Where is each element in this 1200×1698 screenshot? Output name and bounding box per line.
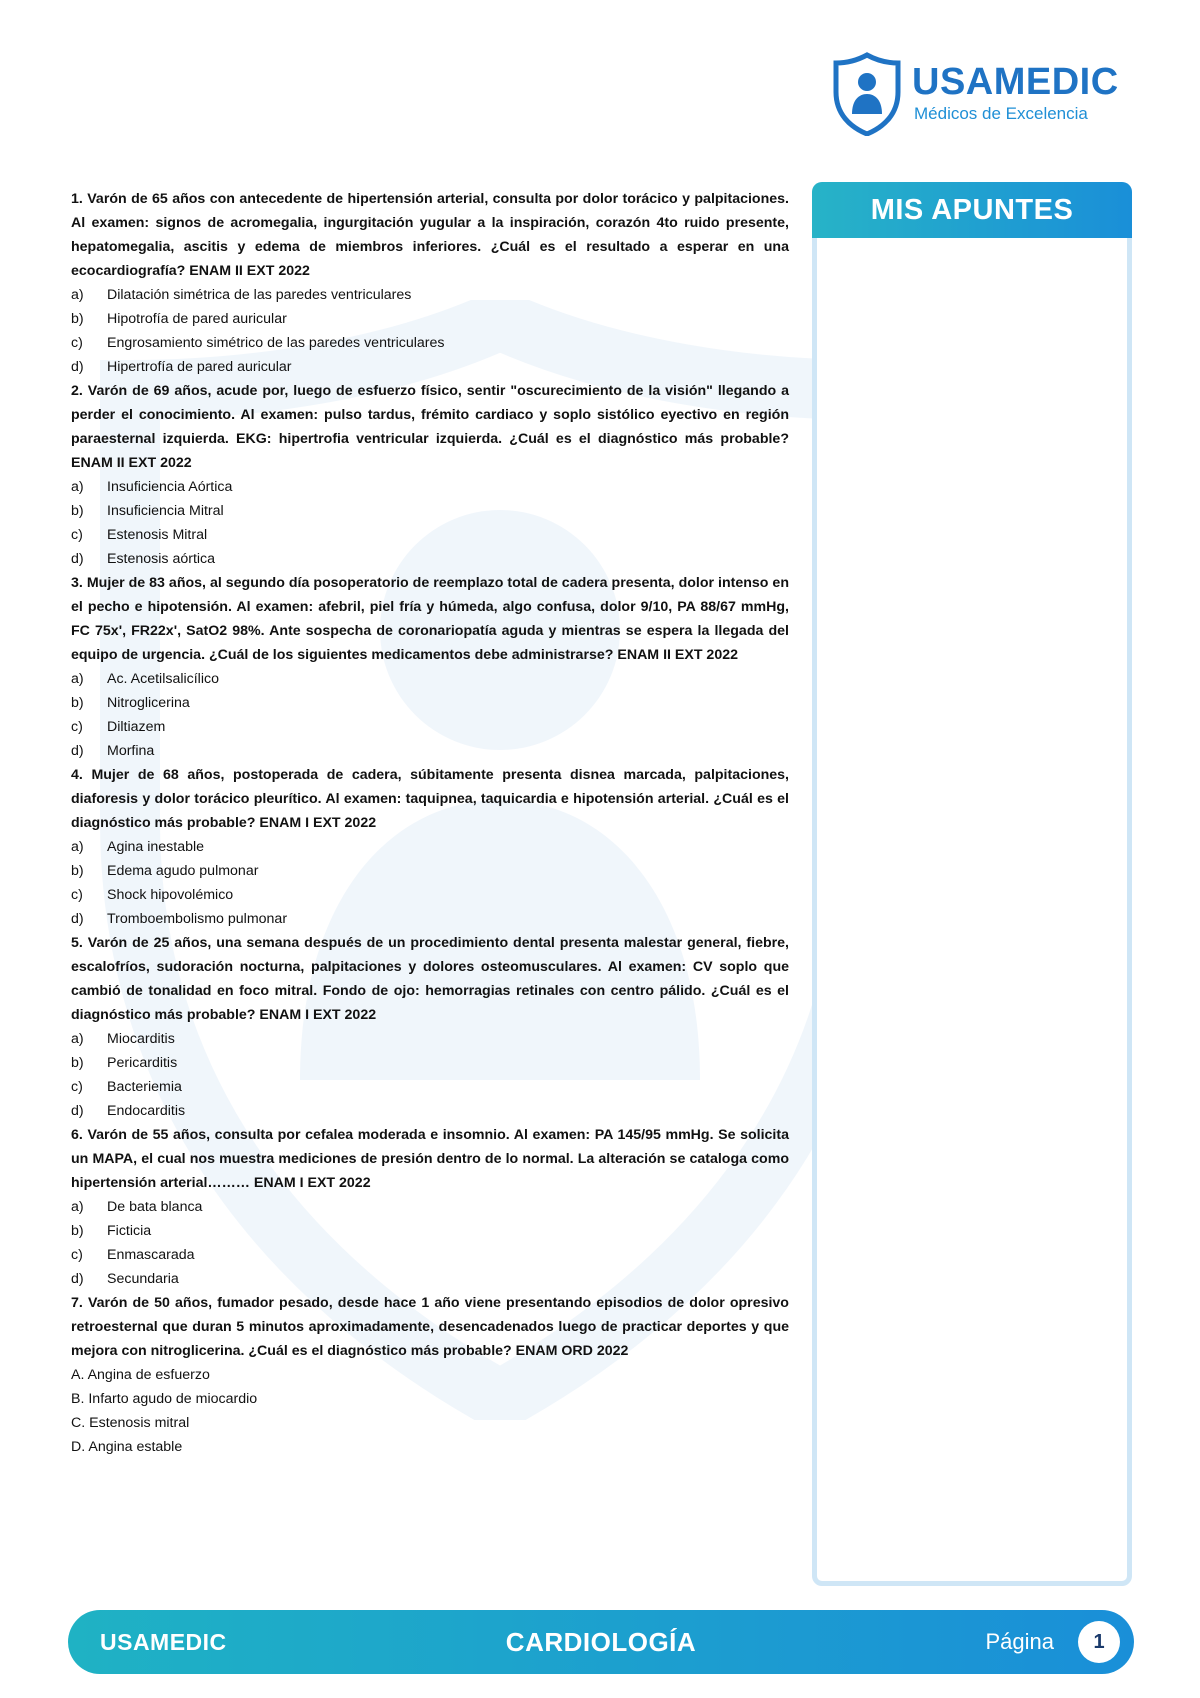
question-block xyxy=(71,187,789,379)
option-item: a) De bata blanca xyxy=(71,1199,203,1215)
option-item: b) Pericarditis xyxy=(71,1055,178,1071)
option-item: d) Estenosis aórtica xyxy=(71,551,216,567)
option-item: b) Nitroglicerina xyxy=(71,695,190,711)
question-stem: 3. Mujer de 83 años, al segundo día posoperatorio de reemplazo total de cadera presenta, dolor intenso en el pecho e hipotensión. Al examen: afebril, piel fría y húmeda, algo confusa, dolor 9/10, PA 88/67 mmHg, FC 75x', FR22x', SatO2 98%. Ante sospecha de coronariopatía aguda y mientras se espera la llegada del equipo de urgencia. ¿Cuál de los siguientes medicamentos debe administrarse? ENAM II EXT 2022 xyxy=(71,575,789,663)
question-stem: 2. Varón de 69 años, acude por, luego de esfuerzo físico, sentir "oscurecimiento de la visión" llegando a perder el conocimiento. Al examen: pulso tardus, frémito cardiaco y soplo sistólico eyectivo en región paraesternal izquierda. EKG: hipertrofia ventricular izquierda. ¿Cuál es el diagnóstico más probable? ENAM II EXT 2022 xyxy=(71,383,789,471)
logo-title: USAMEDIC xyxy=(912,61,1119,103)
footer-subject: CARDIOLOGÍA xyxy=(505,1627,697,1657)
option-item: c) Diltiazem xyxy=(71,719,166,735)
option-item: c) Estenosis Mitral xyxy=(71,527,208,543)
notes-title: MIS APUNTES xyxy=(812,182,1132,238)
option-item: d) Secundaria xyxy=(71,1271,179,1287)
question-block xyxy=(71,763,789,931)
option-item: c) Shock hipovolémico xyxy=(71,887,234,903)
question-stem: 5. Varón de 25 años, una semana después de un procedimiento dental presenta malestar general, fiebre, escalofríos, sudoración nocturna, palpitaciones y dolores osteomusculares. Al examen: CV soplo que cambió de tonalidad en foco mitral. Fondo de ojo: hemorragias retinales con centro pálido. ¿Cuál es el diagnóstico más probable? ENAM I EXT 2022 xyxy=(71,935,789,1023)
option-item: d) Endocarditis xyxy=(71,1103,186,1119)
question-block xyxy=(71,1291,789,1459)
option-item: a) Dilatación simétrica de las paredes ventriculares xyxy=(71,287,412,303)
question-block xyxy=(71,379,789,571)
question-stem: 4. Mujer de 68 años, postoperada de cadera, súbitamente presenta disnea marcada, palpitaciones, diaforesis y dolor torácico pleurítico. Al examen: taquipnea, taquicardia e hipotensión arterial. ¿Cuál es el diagnóstico más probable? ENAM I EXT 2022 xyxy=(71,767,789,831)
option-item: c) Enmascarada xyxy=(71,1247,195,1263)
question-block xyxy=(71,931,789,1123)
option-item: B. Infarto agudo de miocardio xyxy=(71,1391,258,1407)
logo-subtitle: Médicos de Excelencia xyxy=(914,104,1088,123)
option-item: d) Morfina xyxy=(71,743,155,759)
questions-column xyxy=(71,187,789,1459)
question-block xyxy=(71,1123,789,1291)
option-item: b) Ficticia xyxy=(71,1223,152,1239)
usamedic-logo xyxy=(832,52,1122,142)
notes-panel xyxy=(812,182,1132,1586)
question-stem: 6. Varón de 55 años, consulta por cefalea moderada e insomnio. Al examen: PA 145/95 mmHg. Se solicita un MAPA, el cual nos muestra mediciones de presión dentro de lo normal. La alteración se cataloga como hipertensión arterial……… ENAM I EXT 2022 xyxy=(71,1127,789,1191)
option-item: d) Hipertrofía de pared auricular xyxy=(71,359,292,375)
option-item: a) Agina inestable xyxy=(71,839,205,855)
option-item: c) Bacteriemia xyxy=(71,1079,182,1095)
option-item: b) Hipotrofía de pared auricular xyxy=(71,311,287,327)
option-item: b) Insuficiencia Mitral xyxy=(71,503,224,519)
page-footer xyxy=(68,1610,1134,1674)
option-item: a) Insuficiencia Aórtica xyxy=(71,479,233,495)
question-block xyxy=(71,571,789,763)
question-stem: 1. Varón de 65 años con antecedente de hipertensión arterial, consulta por dolor torácico y palpitaciones. Al examen: signos de acromegalia, ingurgitación yugular a la inspiración, corazón 4to ruido presente, hepatomegalia, ascitis y edema de miembros inferiores. ¿Cuál es el resultado a esperar en una ecocardiografía? ENAM II EXT 2022 xyxy=(71,191,789,279)
footer-page-label: Página xyxy=(985,1629,1054,1654)
question-stem: 7. Varón de 50 años, fumador pesado, desde hace 1 año viene presentando episodios de dolor opresivo retroesternal que duran 5 minutos aproximadamente, desencadenados luego de practicar deportes y que mejora con nitroglicerina. ¿Cuál es el diagnóstico más probable? ENAM ORD 2022 xyxy=(71,1295,789,1359)
option-item: D. Angina estable xyxy=(71,1439,183,1455)
option-item: C. Estenosis mitral xyxy=(71,1415,190,1431)
footer-page-number: 1 xyxy=(1078,1621,1120,1663)
option-item: a) Ac. Acetilsalicílico xyxy=(71,671,219,687)
option-item: b) Edema agudo pulmonar xyxy=(71,863,259,879)
option-item: c) Engrosamiento simétrico de las paredes ventriculares xyxy=(71,335,445,351)
doctor-shield-icon xyxy=(832,52,902,136)
option-item: A. Angina de esfuerzo xyxy=(71,1367,210,1383)
footer-brand: USAMEDIC xyxy=(100,1629,227,1655)
option-item: a) Miocarditis xyxy=(71,1031,175,1047)
option-item: d) Tromboembolismo pulmonar xyxy=(71,911,288,927)
